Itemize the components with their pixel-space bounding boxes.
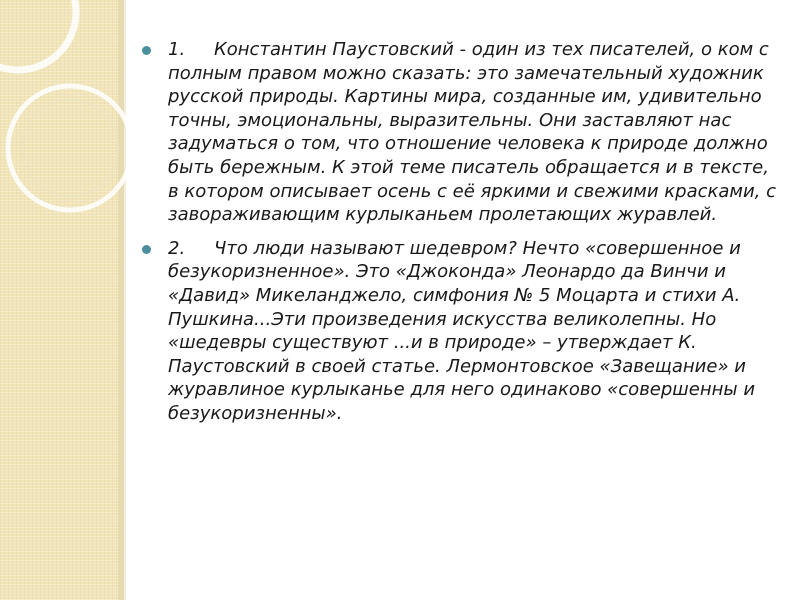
deco-circle-top — [0, 0, 76, 70]
item-text: Что люди называют шедевром? Нечто «совершенное и безукоризненное». Это «Джоконда» Леонардо да Винчи и «Давид» Микеланджело, симфония № 5 Моцарта и стихи А. Пушкина...Эти произведения искусства великолепны. Но «шедевры существуют ...и в природе» – утверждает К. Паустовский в своей статье. Лермонтовское «Завещание» и журавлиное курлыканье для него одинаково «совершенны и безукоризненны». — [168, 237, 756, 424]
item-number: 1. — [168, 39, 186, 60]
list-item — [140, 237, 780, 426]
bullet-icon — [142, 245, 151, 254]
item-text: Константин Паустовский - один из тех писателей, о ком с полным правом можно сказать: это замечательный художник русской природы. Картины мира, созданные им, удивительно точны, эмоциональны, выразительны. Они заставляют нас задуматься о том, что отношение человека к природе должно быть бережным. К этой теме писатель обращается и в тексте, в котором описывает осень с её яркими и свежими красками, с завораживающим курлыканьем пролетающих журавлей. — [168, 39, 777, 226]
deco-circle-middle — [8, 86, 132, 210]
paragraph — [168, 237, 780, 426]
list-item — [140, 38, 780, 227]
text-content — [140, 38, 780, 436]
bullet-icon — [142, 46, 151, 55]
paragraph — [168, 38, 780, 227]
deco-circle-inner — [22, 100, 118, 196]
item-number: 2. — [168, 237, 186, 259]
